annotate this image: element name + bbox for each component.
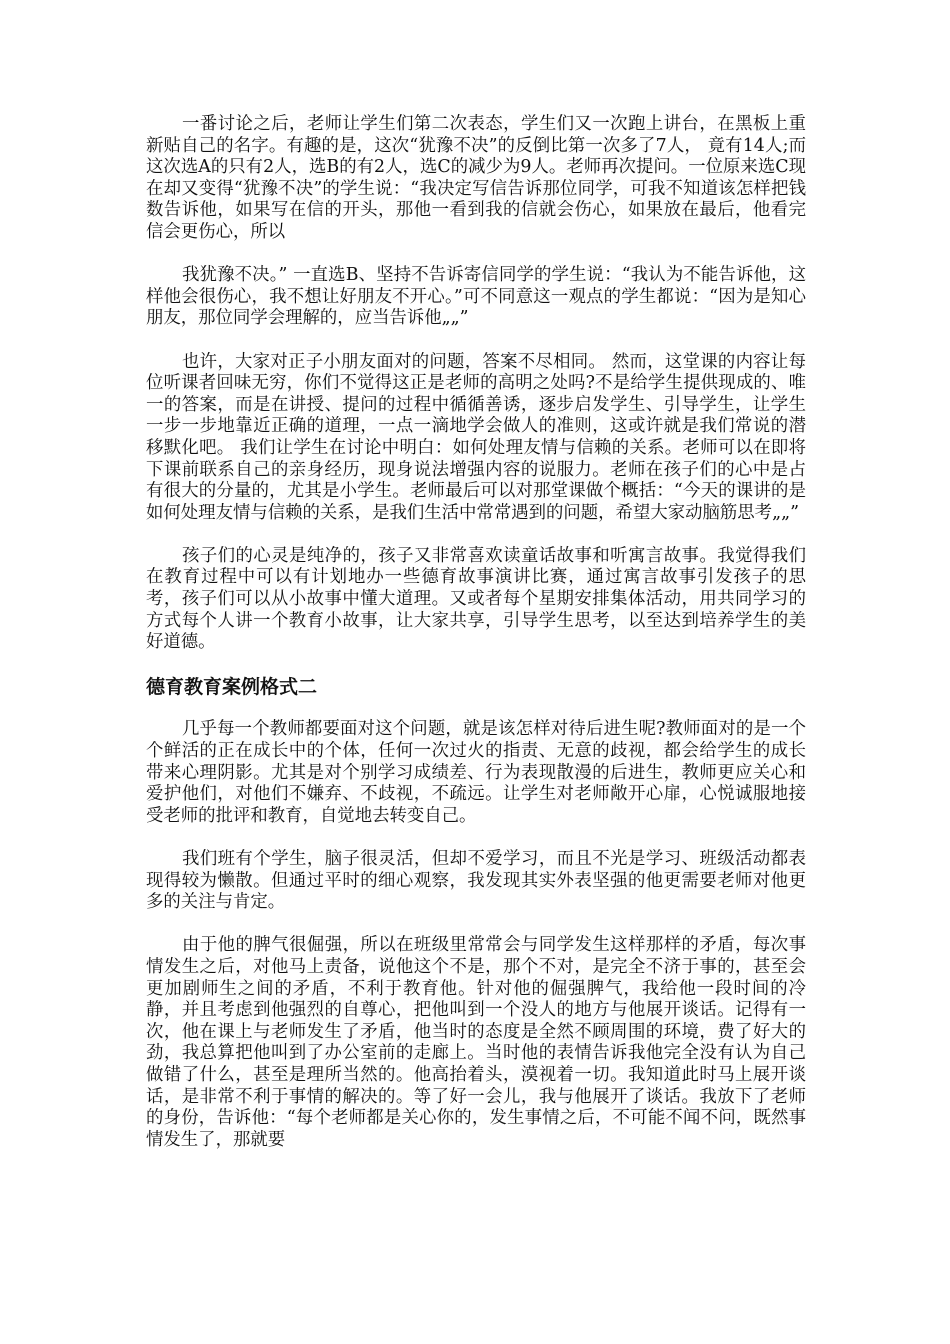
- paragraph-class-student: 我们班有个学生，脑子很灵活，但却不爱学习，而且不光是学习、班级活动都表现得较为懒散。但通过平时的细心观察，我发现其实外表坚强的他更需要老师对他更多的关注与肯定。: [146, 849, 806, 913]
- paragraph-stubborn-temper: 由于他的脾气很倔强，所以在班级里常常会与同学发生这样那样的矛盾，每次事情发生之后，对他马上责备，说他这个不是，那个不对，是完全不济于事的，甚至会更加剧师生之间的矛盾，不利于教育他。针对他的倔强脾气，我给他一段时间的冷静，并且考虑到他强烈的自尊心，把他叫到一个没人的地方与他展开谈话。记得有一次，他在课上与老师发生了矛盾，他当时的态度是全然不顾周围的环境，费了好大的劲，我总算把他叫到了办公室前的走廊上。当时他的表情告诉我他完全没有认为自己做错了什么，甚至是理所当然的。他高抬着头，漠视着一切。我知道此时马上展开谈话，是非常不利于事情的解决的。等了好一会儿，我与他展开了谈话。我放下了老师的身份，告诉他：“每个老师都是关心你的，发生事情之后，不可能不闻不问，既然事情发生了，那就要: [146, 935, 806, 1150]
- section-heading: 德育教育案例格式二: [146, 676, 318, 699]
- document-page: [146, 114, 806, 1173]
- paragraph-underachievers: 几乎每一个教师都要面对这个问题，就是该怎样对待后进生呢?教师面对的是一个个鲜活的正在成长中的个体，任何一次过火的指责、无意的歧视，都会给学生的成长带来心理阴影。尤其是对个别学习成绩差、行为表现散漫的后进生，教师更应关心和爱护他们，对他们不嫌弃、不歧视，不疏远。让学生对老师敞开心扉，心悦诚服地接受老师的批评和教育，自觉地去转变自己。: [146, 719, 806, 826]
- paragraph-story-activities: 孩子们的心灵是纯净的，孩子又非常喜欢读童话故事和听寓言故事。我觉得我们在教育过程中可以有计划地办一些德育故事演讲比赛，通过寓言故事引发孩子的思考，孩子们可以从小故事中懂大道理。又或者每个星期安排集体活动，用共同学习的方式每个人讲一个教育小故事，让大家共享，引导学生思考，以至达到培养学生的美好道德。: [146, 545, 806, 653]
- paragraph-hesitation: 我犹豫不决。” 一直选B、坚持不告诉寄信同学的学生说：“我认为不能告诉他，这样他会很伤心，我不想让好朋友不开心。”可不同意这一观点的学生都说：“因为是知心朋友，那位同学会理解的，应当告诉他„„”: [146, 265, 806, 329]
- paragraph-teacher-wisdom: 也许，大家对正子小朋友面对的问题，答案不尽相同。 然而，这堂课的内容让每位听课者回味无穷，你们不觉得这正是老师的高明之处吗?不是给学生提供现成的、唯一的答案，而是在讲授、提问的过程中循循善诱，逐步启发学生、引导学生，让学生一步一步地靠近正确的道理，一点一滴地学会做人的准则，这或许就是我们常说的潜移默化吧。 我们让学生在讨论中明白：如何处理友情与信赖的关系。老师可以在即将下课前联系自己的亲身经历，现身说法增强内容的说服力。老师在孩子们的心中是占有很大的分量的，尤其是小学生。老师最后可以对那堂课做个概括：“今天的课讲的是如何处理友情与信赖的关系，是我们生活中常常遇到的问题，希望大家动脑筋思考„„”: [146, 351, 806, 523]
- paragraph-second-vote: 一番讨论之后，老师让学生们第二次表态，学生们又一次跑上讲台，在黑板上重新贴自己的名字。有趣的是，这次“犹豫不决”的反倒比第一次多了7人， 竟有14人;而这次选A的只有2人，选B的有2人，选C的减少为9人。老师再次提问。一位原来选C现在却又变得“犹豫不决”的学生说：“我决定写信告诉那位同学，可我不知道该怎样把钱数告诉他，如果写在信的开头，那他一看到我的信就会伤心，如果放在最后，他看完信会更伤心，所以: [146, 114, 806, 242]
